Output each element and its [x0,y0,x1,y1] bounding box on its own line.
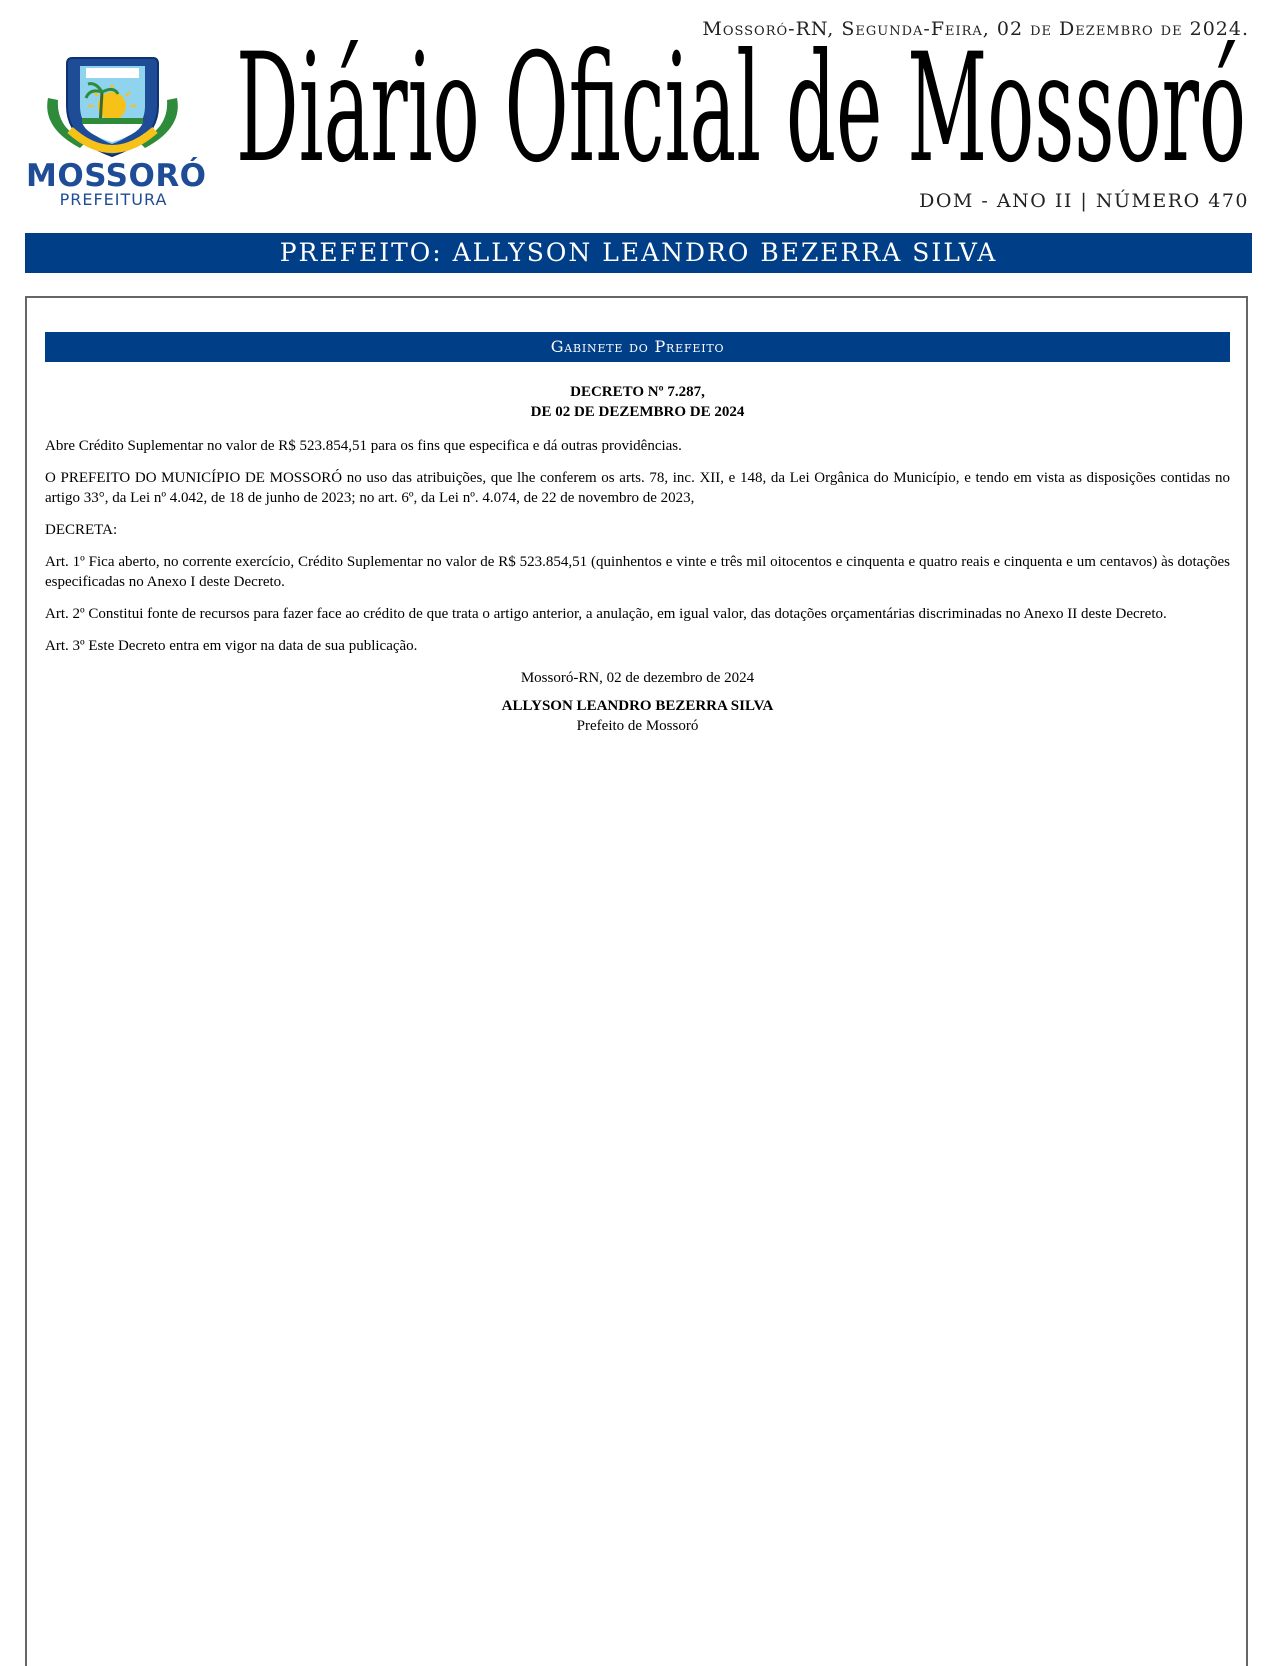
masthead-title [232,32,1250,182]
decree-preamble: O PREFEITO DO MUNICÍPIO DE MOSSORÓ no uso das atribuições, que lhe conferem os arts. 78, inc. XII, e 148, da Lei Orgânica do Município, e tendo em vista as disposições contidas no artigo 33°, da Lei nº 4.042, de 18 de junho de 2023; no art. 6º, da Lei nº. 4.074, de 22 de novembro de 2023, [45,470,1230,506]
content-frame [25,296,1248,1666]
decree-decreta: DECRETA: [45,522,118,538]
decree-title-line1: DECRETO Nº 7.287, [570,384,705,400]
prefeitura-logo [20,48,205,208]
logo-brand-text: MOSSORÓ [26,158,207,194]
decree-ementa: Abre Crédito Suplementar no valor de R$ 523.854,51 para os fins que especifica e dá outras providências. [45,438,682,454]
section-header: Gabinete do Prefeito [45,332,1230,362]
place-date: Mossoró-RN, 02 de dezembro de 2024 [520,670,755,686]
decree-article-3: Art. 3º Este Decreto entra em vigor na data de sua publicação. [45,638,418,654]
masthead-text: Diário Oficial de Mossoró [236,32,1246,182]
logo-sub-text: PREFEITURA [59,190,168,209]
decree-article-1: Art. 1º Fica aberto, no corrente exercício, Crédito Suplementar no valor de R$ 523.854,51 (quinhentos e vinte e três mil oitocentos e cinquenta e quatro reais e cinquenta e um centavos) às dotações especificadas no Anexo I deste Decreto. [45,554,1230,590]
decree-title-line2: DE 02 DE DEZEMBRO DE 2024 [530,404,745,420]
decree-body [45,382,1230,736]
edition-number: DOM - ANO II | NÚMERO 470 [919,190,1249,212]
city-crest-icon [20,48,205,158]
decree-article-2: Art. 2º Constitui fonte de recursos para fazer face ao crédito de que trata o artigo anterior, a anulação, em igual valor, das dotações orçamentárias discriminadas no Anexo II deste Decreto. [45,606,1167,622]
publication-date: Mossoró-RN, Segunda-Feira, 02 de Dezembro de 2024. [702,18,1249,40]
signature-name: ALLYSON LEANDRO BEZERRA SILVA [501,698,774,714]
mayor-banner: PREFEITO: ALLYSON LEANDRO BEZERRA SILVA [25,233,1252,273]
signature-role: Prefeito de Mossoró [576,718,699,734]
